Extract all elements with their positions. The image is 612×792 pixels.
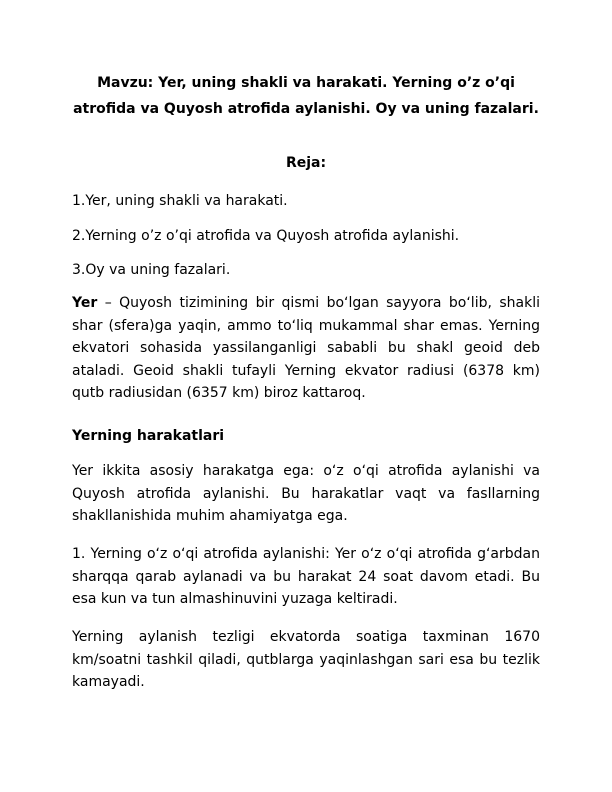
paragraph-earth-shape xyxy=(72,292,540,405)
document-title: Mavzu: Yer, uning shakli va harakati. Yerning o’z o’qi atrofida va Quyosh atrofida aylanishi. Oy va uning fazalari. xyxy=(73,75,539,117)
paragraph-rotation-speed: Yerning aylanish tezligi ekvatorda soatiga taxminan 1670 km/soatni tashkil qiladi, qutblarga yaqinlashgan sari esa bu tezlik kamayadi. xyxy=(72,629,540,690)
section-heading-earth-motions: Yerning harakatlari xyxy=(72,428,225,444)
term-yer: Yer xyxy=(72,295,98,311)
plan-item-1: 1.Yer, uning shakli va harakati. xyxy=(72,193,288,209)
plan-heading: Reja: xyxy=(285,155,327,171)
paragraph-two-motions: Yer ikkita asosiy harakatga ega: oʻz oʻqi atrofida aylanishi va Quyosh atrofida aylanishi. Bu harakatlar vaqt va fasllarning shakllanishida muhim ahamiyatga ega. xyxy=(72,463,540,524)
plan-item-3: 3.Oy va uning fazalari. xyxy=(72,262,231,278)
paragraph-earth-shape-text: – Quyosh tizimining bir qismi boʻlgan sayyora boʻlib, shakli shar (sfera)ga yaqin, ammo toʻliq mukammal shar emas. Yerning ekvatori sohasida yassilanganligi sababli bu shakl geoid deb ataladi. Geoid shakli tufayli Yerning ekvator radiusi (6378 km) qutb radiusidan (6357 km) biroz kattaroq. xyxy=(72,295,540,401)
plan-item-2: 2.Yerning o’z o’qi atrofida va Quyosh atrofida aylanishi. xyxy=(72,228,460,244)
paragraph-axis-rotation: 1. Yerning oʻz oʻqi atrofida aylanishi: Yer oʻz oʻqi atrofida gʻarbdan sharqqa qarab aylanadi va bu harakat 24 soat davom etadi. Bu esa kun va tun almashinuvini yuzaga keltiradi. xyxy=(72,546,540,607)
